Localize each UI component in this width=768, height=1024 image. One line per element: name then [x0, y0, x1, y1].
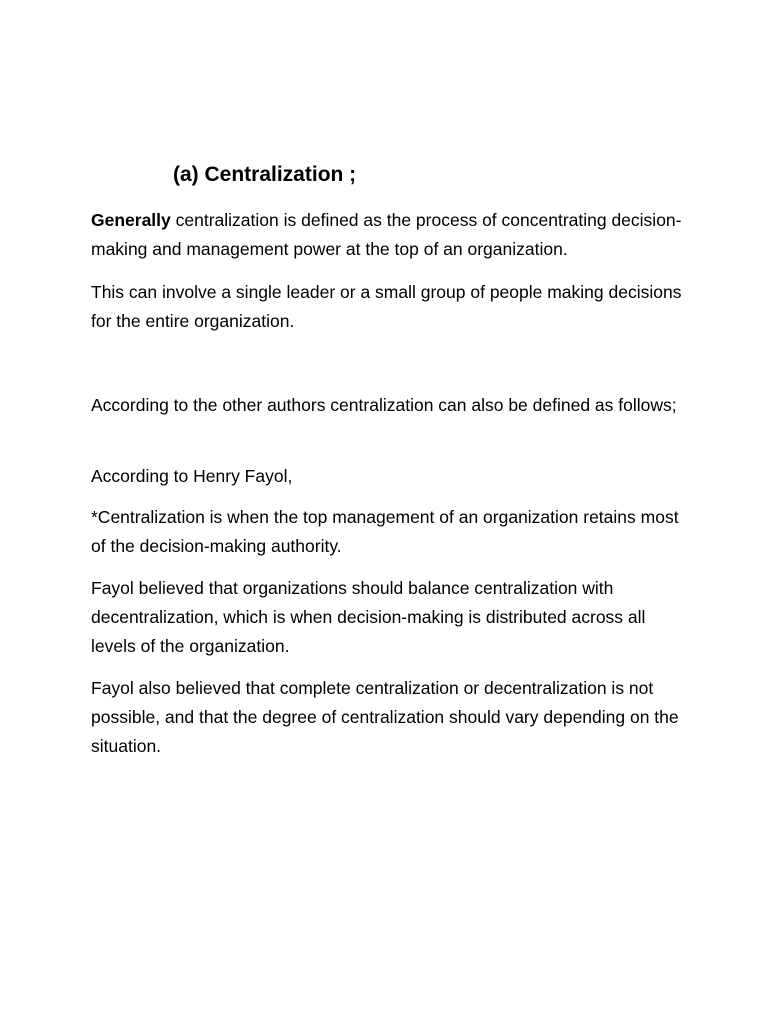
paragraph-definition [91, 206, 691, 264]
paragraph-definition-text: centralization is defined as the process of concentrating decision-making and management power at the top of an organization. [91, 210, 682, 259]
paragraph-fayol-balance: Fayol believed that organizations should balance centralization with decentralization, which is when decision-making is distributed across all levels of the organization. [91, 578, 646, 656]
paragraph-leader: This can involve a single leader or a small group of people making decisions for the entire organization. [91, 282, 682, 331]
section-heading: (a) Centralization ; [173, 163, 357, 186]
paragraph-fayol-definition: *Centralization is when the top management of an organization retains most of the decision-making authority. [91, 507, 679, 556]
paragraph-other-authors: According to the other authors centralization can also be defined as follows; [91, 395, 677, 415]
paragraph-fayol-situation: Fayol also believed that complete centralization or decentralization is not possible, and that the degree of centralization should vary depending on the situation. [91, 678, 679, 756]
paragraph-lead-word: Generally [91, 210, 171, 230]
paragraph-henry-fayol: According to Henry Fayol, [91, 466, 293, 486]
